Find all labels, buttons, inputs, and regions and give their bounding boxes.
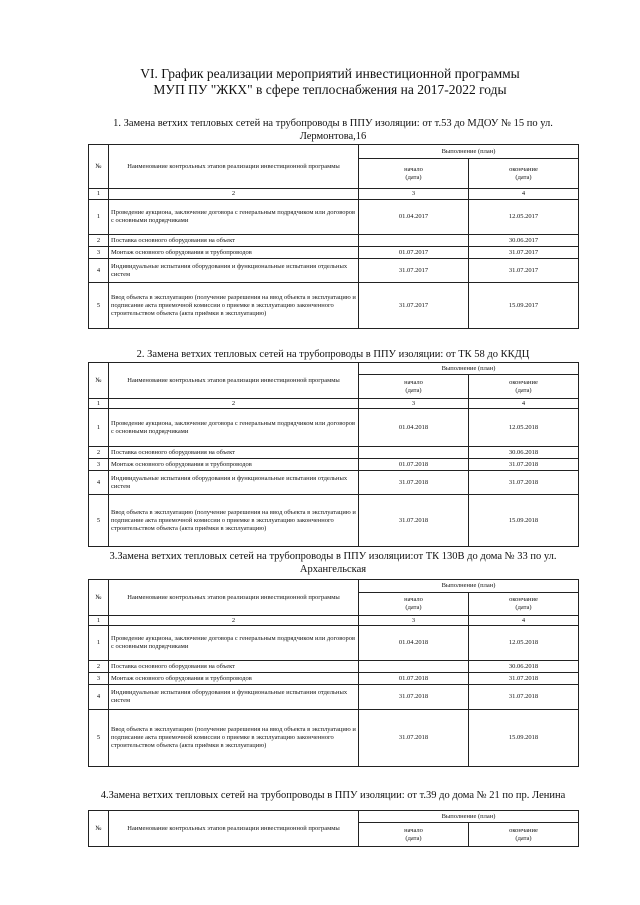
column-numbers-row: 1 2 3 4: [89, 399, 579, 409]
section-4-title: 4.Замена ветхих тепловых сетей на трубопроводы в ППУ изоляции: от т.39 до дома № 21 по пр. Ленина: [100, 790, 566, 801]
table-row: 2 Поставка основного оборудования на объект 30.06.2018: [89, 661, 579, 673]
header-plan: Выполнение (план): [359, 580, 579, 593]
page-title: [60, 66, 600, 98]
header-start: начало (дата): [359, 823, 469, 847]
header-num: №: [89, 811, 109, 847]
header-start: начало (дата): [359, 593, 469, 616]
column-numbers-row: 1 2 3 4: [89, 616, 579, 626]
section-3-title: 3.Замена ветхих тепловых сетей на трубопроводы в ППУ изоляции:от ТК 130В до дома № 33 по ул. Архангельская: [109, 551, 557, 575]
header-num: №: [89, 145, 109, 189]
section-2-title: 2. Замена ветхих тепловых сетей на трубопроводы в ППУ изоляции: от ТК 58 до ККДЦ: [136, 349, 530, 360]
header-name: Наименование контрольных этапов реализации инвестиционной программы: [109, 363, 359, 399]
header-plan: Выполнение (план): [359, 145, 579, 159]
header-end: окончание (дата): [469, 823, 579, 847]
table-row: 4 Индивидуальные испытания оборудования и функциональные испытания отдельных систем 31.07.2017 31.07.2017: [89, 259, 579, 283]
section-4-table: [88, 810, 579, 847]
table-row: 2 Поставка основного оборудования на объект 30.06.2017: [89, 235, 579, 247]
table-row: 4 Индивидуальные испытания оборудования и функциональные испытания отдельных систем 31.07.2018 31.07.2018: [89, 471, 579, 495]
header-plan: Выполнение (план): [359, 363, 579, 375]
table-row: 3 Монтаж основного оборудования и трубопроводов 01.07.2018 31.07.2018: [89, 673, 579, 685]
section-2-table: [88, 362, 579, 547]
table-row: 5 Ввод объекта в эксплуатацию (получение разрешения на ввод объекта в эксплуатацию и подписание акта приемочной комиссии о приемке в эксплуатацию законченного строительством объекта (акта приёмки в эксплуатацию) 31.07.2018 15.09.2018: [89, 710, 579, 767]
table-row: 3 Монтаж основного оборудования и трубопроводов 01.07.2018 31.07.2018: [89, 459, 579, 471]
header-num: №: [89, 580, 109, 616]
header-start: начало (дата): [359, 159, 469, 189]
header-num: №: [89, 363, 109, 399]
section-1-title: 1. Замена ветхих тепловых сетей на трубопроводы в ППУ изоляции: от т.53 до МДОУ № 15 по ул. Лермонтова,16: [113, 118, 553, 142]
section-3-table: [88, 579, 579, 767]
table-row: 3 Монтаж основного оборудования и трубопроводов 01.07.2017 31.07.2017: [89, 247, 579, 259]
header-end: окончание (дата): [469, 375, 579, 399]
table-row: 5 Ввод объекта в эксплуатацию (получение разрешения на ввод объекта в эксплуатацию и подписание акта приемочной комиссии о приемке в эксплуатацию законченного строительством объекта (акта приёмки в эксплуатацию) 31.07.2018 15.09.2018: [89, 495, 579, 547]
table-row: 1 Проведение аукциона, заключение договора с генеральным подрядчиком или договоров с основными подрядчиками 01.04.2018 12.05.2018: [89, 409, 579, 447]
header-end: окончание (дата): [469, 593, 579, 616]
section-1-table: [88, 144, 579, 329]
column-numbers-row: 1 2 3 4: [89, 189, 579, 200]
header-plan: Выполнение (план): [359, 811, 579, 823]
page-title-line2: МУП ПУ "ЖКХ" в сфере теплоснабжения на 2017-2022 годы: [153, 82, 507, 97]
table-row: 4 Индивидуальные испытания оборудования и функциональные испытания отдельных систем 31.07.2018 31.07.2018: [89, 685, 579, 710]
header-name: Наименование контрольных этапов реализации инвестиционной программы: [109, 580, 359, 616]
table-row: 1 Проведение аукциона, заключение договора с генеральным подрядчиком или договоров с основными подрядчиками 01.04.2017 12.05.2017: [89, 200, 579, 235]
page-title-line1: VI. График реализации мероприятий инвестиционной программы: [140, 66, 520, 81]
header-start: начало (дата): [359, 375, 469, 399]
table-row: 5 Ввод объекта в эксплуатацию (получение разрешения на ввод объекта в эксплуатацию и подписание акта приемочной комиссии о приемке в эксплуатацию законченного строительством объекта (акта приёмки в эксплуатацию) 31.07.2017 15.09.2017: [89, 283, 579, 329]
table-row: 2 Поставка основного оборудования на объект 30.06.2018: [89, 447, 579, 459]
header-name: Наименование контрольных этапов реализации инвестиционной программы: [109, 145, 359, 189]
table-row: 1 Проведение аукциона, заключение договора с генеральным подрядчиком или договоров с основными подрядчиками 01.04.2018 12.05.2018: [89, 626, 579, 661]
header-end: окончание (дата): [469, 159, 579, 189]
header-name: Наименование контрольных этапов реализации инвестиционной программы: [109, 811, 359, 847]
